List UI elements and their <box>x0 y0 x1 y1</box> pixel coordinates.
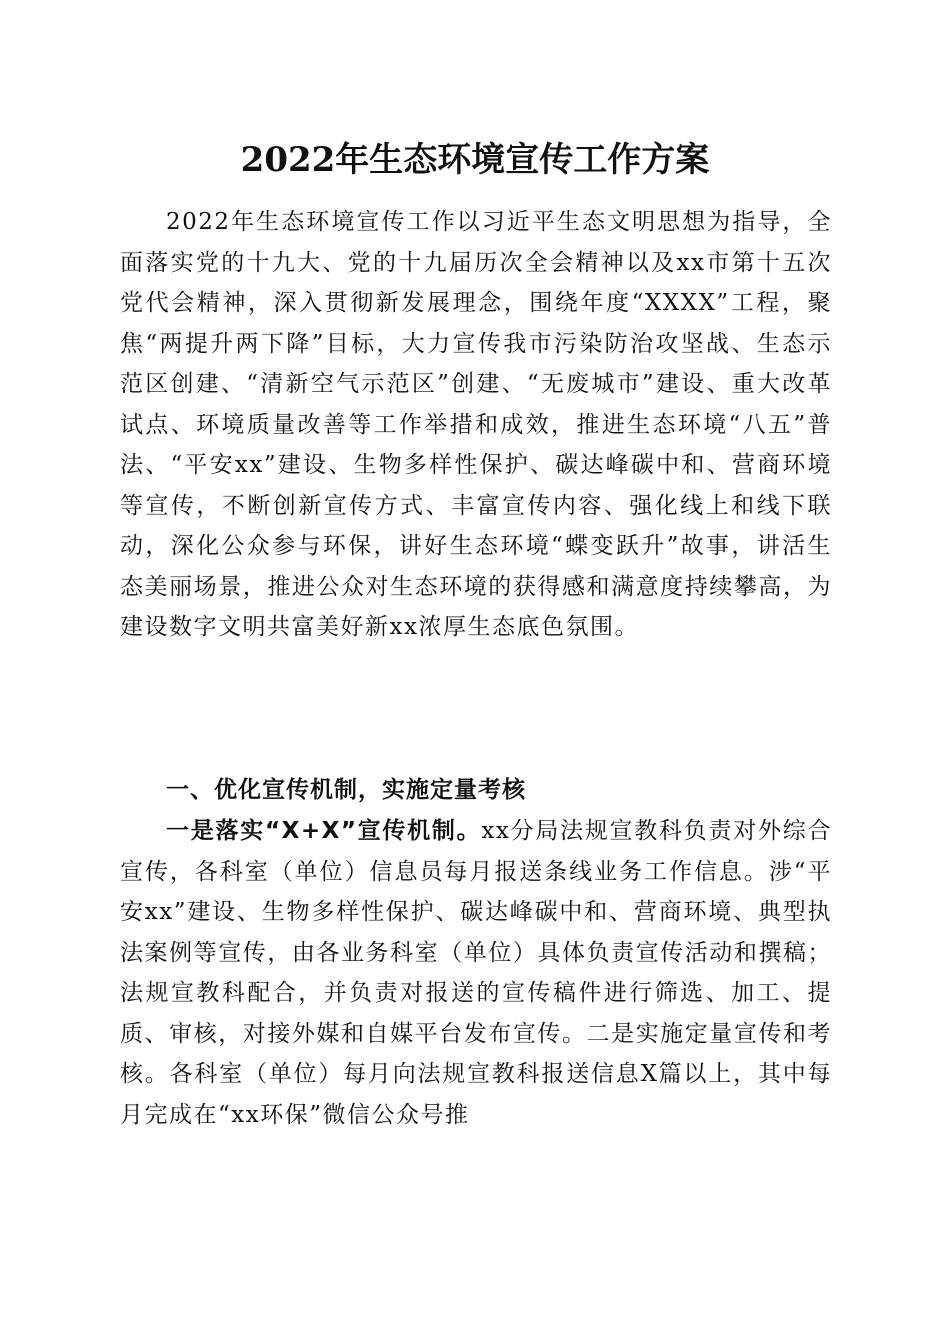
document-title: 2022年生态环境宣传工作方案 <box>240 140 710 180</box>
section-lead-sentence: 一是落实“X+X”宣传机制。 <box>166 818 482 844</box>
section-heading: 一、优化宣传机制，实施定量考核 <box>166 777 526 803</box>
section-paragraph <box>120 811 832 1135</box>
intro-paragraph: 2022年生态环境宣传工作以习近平生态文明思想为指导，全面落实党的十九大、党的十九届历次全会精神以及xx市第十五次党代会精神，深入贯彻新发展理念，围绕年度“XXXX”工程，聚焦“两提升两下降”目标，大力宣传我市污染防治攻坚战、生态示范区创建、“清新空气示范区”创建、“无废城市”建设、重大改革试点、环境质量改善等工作举措和成效，推进生态环境“八五”普法、“平安xx”建设、生物多样性保护、碳达峰碳中和、营商环境等宣传，不断创新宣传方式、丰富宣传内容、强化线上和线下联动，深化公众参与环保，讲好生态环境“蝶变跃升”故事，讲活生态美丽场景，推进公众对生态环境的获得感和满意度持续攀高，为建设数字文明共富美好新xx浓厚生态底色氛围。 <box>120 209 832 640</box>
section-body-text: xx分局法规宣教科负责对外综合宣传，各科室（单位）信息员每月报送条线业务工作信息。涉“平安xx”建设、生物多样性保护、碳达峰碳中和、营商环境、典型执法案例等宣传，由各业务科室（单位）具体负责宣传活动和撰稿；法规宣教科配合，并负责对报送的宣传稿件进行筛选、加工、提质、审核，对接外媒和自媒平台发布宣传。二是实施定量宣传和考核。各科室（单位）每月向法规宣教科报送信息X篇以上，其中每月完成在“xx环保”微信公众号推 <box>120 818 832 1128</box>
